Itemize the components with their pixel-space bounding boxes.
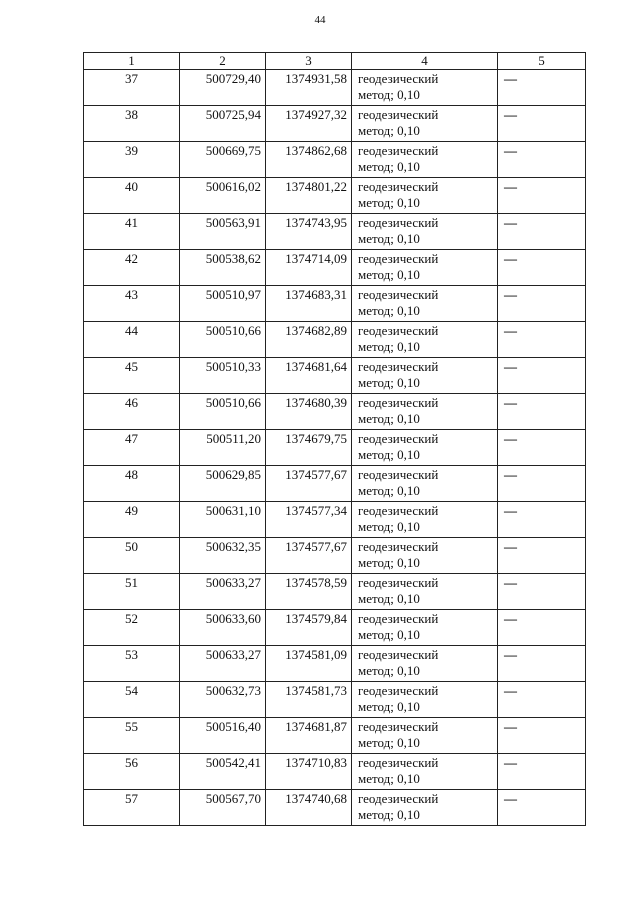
table-row [84,466,586,502]
point-number: 40 [125,179,138,194]
y-coordinate: 1374682,89 [285,323,347,338]
table-row [84,178,586,214]
point-number: 42 [125,251,138,266]
description-cell [498,502,586,538]
description-cell [498,322,586,358]
table-row [84,106,586,142]
point-number: 48 [125,467,138,482]
point-number: 38 [125,107,138,122]
table-row [84,394,586,430]
x-coordinate-cell [180,610,266,646]
method-line-1: геодезический [358,143,439,158]
method-line-1: геодезический [358,647,439,662]
y-coordinate-cell [266,646,352,682]
y-coordinate-cell [266,502,352,538]
point-number: 50 [125,539,138,554]
y-coordinate: 1374680,39 [285,395,347,410]
dash-mark: — [504,467,517,482]
header-cell: 1 [84,53,180,70]
y-coordinate-cell [266,286,352,322]
y-coordinate: 1374927,32 [285,107,347,122]
table-row [84,214,586,250]
y-coordinate: 1374683,31 [285,287,347,302]
y-coordinate: 1374740,68 [285,791,347,806]
method-line-2: метод; 0,10 [358,447,420,462]
x-coordinate-cell [180,286,266,322]
description-cell [498,178,586,214]
x-coordinate-cell [180,250,266,286]
x-coordinate-cell [180,574,266,610]
y-coordinate-cell [266,322,352,358]
x-coordinate: 500516,40 [205,719,261,734]
table-row [84,574,586,610]
table-row [84,538,586,574]
description-cell [498,466,586,502]
x-coordinate: 500725,94 [205,107,261,122]
x-coordinate: 500729,40 [205,71,261,86]
dash-mark: — [504,71,517,86]
y-coordinate-cell [266,538,352,574]
y-coordinate-cell [266,682,352,718]
y-coordinate: 1374681,87 [285,719,347,734]
y-coordinate-cell [266,106,352,142]
y-coordinate-cell [266,574,352,610]
dash-mark: — [504,611,517,626]
point-number: 57 [125,791,138,806]
method-line-1: геодезический [358,467,439,482]
x-coordinate-cell [180,106,266,142]
method-line-1: геодезический [358,251,439,266]
method-cell [352,322,498,358]
y-coordinate: 1374710,83 [285,755,347,770]
table-row [84,70,586,106]
y-coordinate-cell [266,178,352,214]
description-cell [498,646,586,682]
description-cell [498,70,586,106]
point-number-cell [84,322,180,358]
method-line-2: метод; 0,10 [358,555,420,570]
point-number: 43 [125,287,138,302]
table-row [84,646,586,682]
header-cell: 2 [180,53,266,70]
point-number-cell [84,682,180,718]
point-number: 49 [125,503,138,518]
method-line-2: метод; 0,10 [358,123,420,138]
x-coordinate: 500632,73 [205,683,261,698]
y-coordinate-cell [266,250,352,286]
dash-mark: — [504,791,517,806]
dash-mark: — [504,719,517,734]
table-row [84,430,586,466]
dash-mark: — [504,251,517,266]
x-coordinate-cell [180,394,266,430]
method-line-1: геодезический [358,719,439,734]
method-cell [352,682,498,718]
table-row [84,358,586,394]
point-number: 45 [125,359,138,374]
dash-mark: — [504,539,517,554]
method-line-1: геодезический [358,755,439,770]
method-cell [352,142,498,178]
x-coordinate-cell [180,358,266,394]
dash-mark: — [504,359,517,374]
table-row [84,754,586,790]
method-line-2: метод; 0,10 [358,159,420,174]
method-cell [352,502,498,538]
method-line-1: геодезический [358,71,439,86]
point-number-cell [84,718,180,754]
y-coordinate-cell [266,466,352,502]
table-row [84,322,586,358]
method-line-2: метод; 0,10 [358,483,420,498]
method-line-1: геодезический [358,323,439,338]
description-cell [498,790,586,826]
x-coordinate-cell [180,790,266,826]
y-coordinate: 1374931,58 [285,71,347,86]
point-number-cell [84,286,180,322]
method-cell [352,538,498,574]
y-coordinate: 1374578,59 [285,575,347,590]
point-number-cell [84,646,180,682]
x-coordinate: 500510,97 [205,287,261,302]
x-coordinate: 500563,91 [205,215,261,230]
header-cell: 3 [266,53,352,70]
y-coordinate: 1374743,95 [285,215,347,230]
description-cell [498,358,586,394]
table-row [84,502,586,538]
y-coordinate: 1374681,64 [285,359,347,374]
x-coordinate: 500669,75 [205,143,261,158]
method-line-1: геодезический [358,539,439,554]
dash-mark: — [504,755,517,770]
x-coordinate-cell [180,70,266,106]
header-cell: 5 [498,53,586,70]
point-number-cell [84,214,180,250]
method-line-2: метод; 0,10 [358,699,420,714]
dash-mark: — [504,575,517,590]
point-number: 52 [125,611,138,626]
method-line-1: геодезический [358,215,439,230]
table-row [84,682,586,718]
method-cell [352,790,498,826]
page-number: 44 [314,14,326,26]
point-number: 55 [125,719,138,734]
description-cell [498,718,586,754]
point-number: 44 [125,323,138,338]
method-line-2: метод; 0,10 [358,411,420,426]
method-line-2: метод; 0,10 [358,267,420,282]
method-cell [352,70,498,106]
x-coordinate: 500633,27 [205,647,261,662]
x-coordinate: 500633,27 [205,575,261,590]
method-line-2: метод; 0,10 [358,195,420,210]
point-number: 53 [125,647,138,662]
point-number-cell [84,142,180,178]
x-coordinate-cell [180,538,266,574]
y-coordinate: 1374679,75 [285,431,347,446]
coordinates-table [83,52,586,826]
x-coordinate-cell [180,178,266,214]
y-coordinate: 1374581,09 [285,647,347,662]
description-cell [498,682,586,718]
point-number-cell [84,178,180,214]
x-coordinate: 500567,70 [205,791,261,806]
method-line-2: метод; 0,10 [358,303,420,318]
description-cell [498,538,586,574]
dash-mark: — [504,215,517,230]
method-line-1: геодезический [358,683,439,698]
x-coordinate: 500633,60 [205,611,261,626]
y-coordinate: 1374801,22 [285,179,347,194]
point-number-cell [84,358,180,394]
method-cell [352,250,498,286]
dash-mark: — [504,395,517,410]
table-header-row [84,53,586,70]
description-cell [498,106,586,142]
method-line-1: геодезический [358,107,439,122]
x-coordinate-cell [180,430,266,466]
method-line-1: геодезический [358,503,439,518]
table-row [84,142,586,178]
y-coordinate: 1374581,73 [285,683,347,698]
x-coordinate-cell [180,754,266,790]
dash-mark: — [504,179,517,194]
point-number-cell [84,70,180,106]
method-cell [352,610,498,646]
y-coordinate-cell [266,214,352,250]
method-cell [352,466,498,502]
x-coordinate-cell [180,214,266,250]
description-cell [498,430,586,466]
method-line-2: метод; 0,10 [358,519,420,534]
x-coordinate: 500632,35 [205,539,261,554]
method-cell [352,754,498,790]
dash-mark: — [504,287,517,302]
x-coordinate: 500629,85 [205,467,261,482]
x-coordinate-cell [180,718,266,754]
point-number-cell [84,790,180,826]
description-cell [498,610,586,646]
description-cell [498,754,586,790]
method-line-1: геодезический [358,287,439,302]
y-coordinate-cell [266,754,352,790]
dash-mark: — [504,431,517,446]
point-number: 54 [125,683,138,698]
x-coordinate-cell [180,502,266,538]
x-coordinate-cell [180,682,266,718]
y-coordinate-cell [266,790,352,826]
x-coordinate: 500538,62 [205,251,261,266]
method-line-1: геодезический [358,431,439,446]
method-line-2: метод; 0,10 [358,87,420,102]
dash-mark: — [504,647,517,662]
x-coordinate: 500510,66 [205,323,261,338]
y-coordinate-cell [266,430,352,466]
method-cell [352,214,498,250]
y-coordinate: 1374862,68 [285,143,347,158]
method-line-2: метод; 0,10 [358,627,420,642]
method-line-1: геодезический [358,611,439,626]
y-coordinate: 1374577,67 [285,467,347,482]
point-number: 47 [125,431,138,446]
x-coordinate-cell [180,322,266,358]
y-coordinate-cell [266,610,352,646]
y-coordinate-cell [266,142,352,178]
method-line-2: метод; 0,10 [358,231,420,246]
y-coordinate-cell [266,70,352,106]
description-cell [498,250,586,286]
y-coordinate-cell [266,394,352,430]
y-coordinate-cell [266,358,352,394]
description-cell [498,574,586,610]
method-cell [352,646,498,682]
point-number: 51 [125,575,138,590]
point-number: 39 [125,143,138,158]
x-coordinate: 500542,41 [205,755,261,770]
x-coordinate: 500616,02 [205,179,261,194]
table-row [84,250,586,286]
y-coordinate: 1374579,84 [285,611,347,626]
point-number-cell [84,466,180,502]
point-number-cell [84,106,180,142]
description-cell [498,142,586,178]
method-cell [352,178,498,214]
dash-mark: — [504,323,517,338]
point-number: 37 [125,71,138,86]
dash-mark: — [504,503,517,518]
point-number: 46 [125,395,138,410]
method-line-2: метод; 0,10 [358,663,420,678]
header-cell: 4 [352,53,498,70]
dash-mark: — [504,143,517,158]
point-number-cell [84,610,180,646]
table-row [84,286,586,322]
x-coordinate: 500631,10 [205,503,261,518]
method-line-2: метод; 0,10 [358,339,420,354]
description-cell [498,286,586,322]
x-coordinate-cell [180,466,266,502]
method-line-2: метод; 0,10 [358,771,420,786]
x-coordinate-cell [180,646,266,682]
method-cell [352,394,498,430]
method-cell [352,574,498,610]
method-line-1: геодезический [358,359,439,374]
point-number: 56 [125,755,138,770]
method-cell [352,286,498,322]
table-body [84,70,586,826]
method-cell [352,358,498,394]
method-line-2: метод; 0,10 [358,735,420,750]
point-number-cell [84,250,180,286]
point-number-cell [84,430,180,466]
x-coordinate: 500511,20 [206,431,261,446]
y-coordinate: 1374714,09 [285,251,347,266]
method-line-1: геодезический [358,395,439,410]
y-coordinate: 1374577,34 [285,503,347,518]
x-coordinate: 500510,66 [205,395,261,410]
method-cell [352,106,498,142]
point-number-cell [84,394,180,430]
method-line-2: метод; 0,10 [358,591,420,606]
table-row [84,610,586,646]
dash-mark: — [504,107,517,122]
method-line-1: геодезический [358,179,439,194]
method-line-1: геодезический [358,791,439,806]
point-number-cell [84,754,180,790]
method-cell [352,430,498,466]
method-line-2: метод; 0,10 [358,807,420,822]
table-row [84,718,586,754]
point-number: 41 [125,215,138,230]
description-cell [498,214,586,250]
y-coordinate: 1374577,67 [285,539,347,554]
description-cell [498,394,586,430]
method-line-2: метод; 0,10 [358,375,420,390]
point-number-cell [84,502,180,538]
point-number-cell [84,538,180,574]
point-number-cell [84,574,180,610]
dash-mark: — [504,683,517,698]
method-cell [352,718,498,754]
x-coordinate: 500510,33 [205,359,261,374]
method-line-1: геодезический [358,575,439,590]
x-coordinate-cell [180,142,266,178]
y-coordinate-cell [266,718,352,754]
table-row [84,790,586,826]
